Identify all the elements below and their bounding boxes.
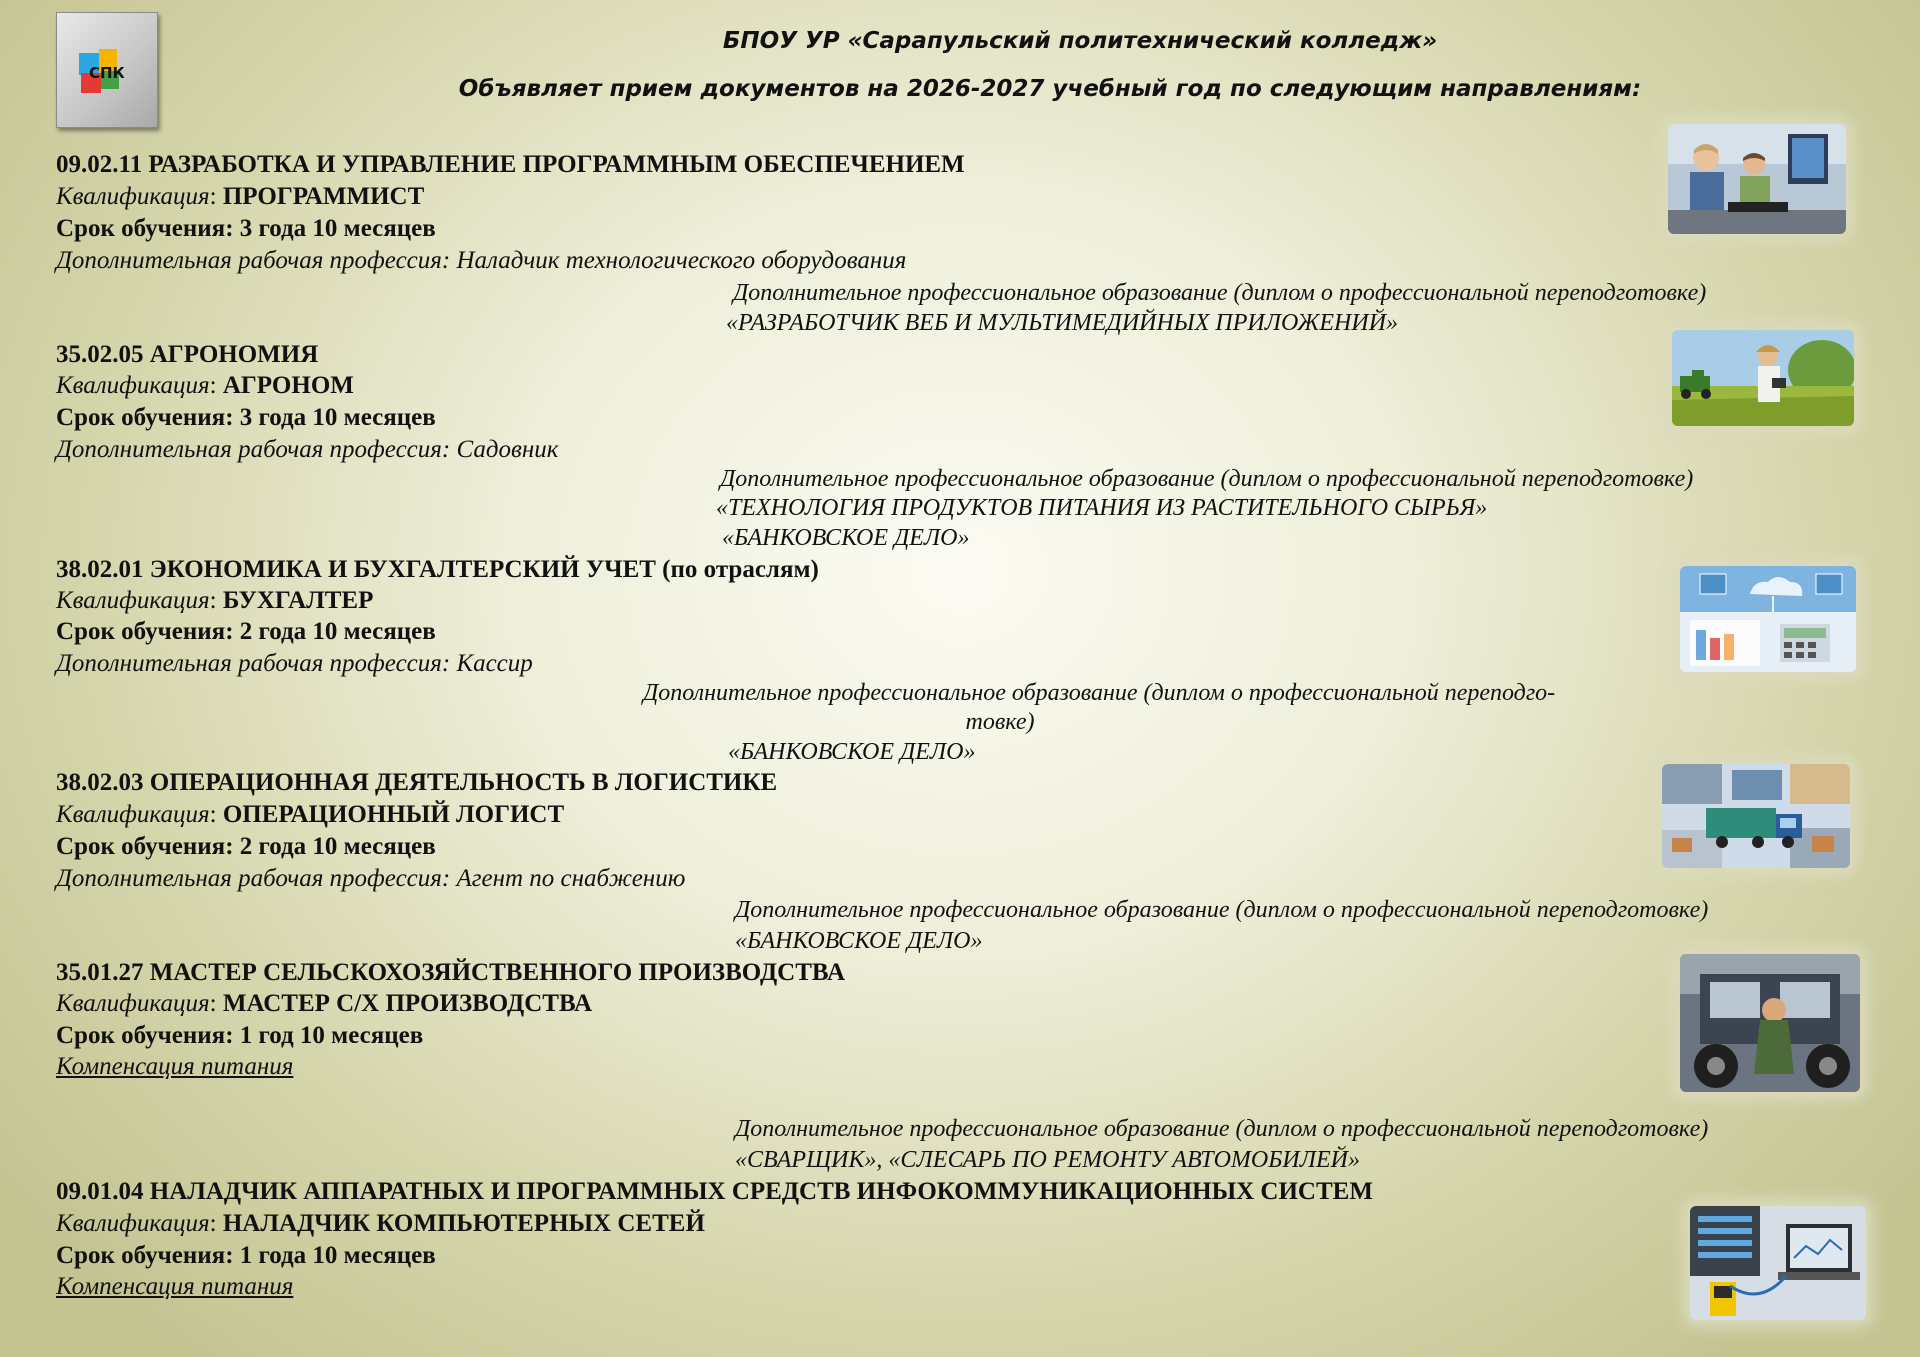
study-term: Срок обучения: 1 год 10 месяцев (56, 1022, 424, 1049)
extra-profession: Дополнительная рабочая профессия: Наладчик технологического оборудования (56, 247, 907, 274)
dpo-item: «РАЗРАБОТЧИК ВЕБ И МУЛЬТИМЕДИЙНЫХ ПРИЛОЖЕНИЙ» (726, 310, 1399, 336)
study-term: Срок обучения: 2 года 10 месяцев (56, 833, 436, 860)
network-equipment-photo (1690, 1206, 1866, 1320)
qualification: Квалификация: АГРОНОМ (56, 372, 354, 399)
program-title: 38.02.03 ОПЕРАЦИОННАЯ ДЕЯТЕЛЬНОСТЬ В ЛОГИСТИКЕ (56, 769, 778, 796)
accounting-documents-photo (1680, 566, 1856, 672)
college-name: БПОУ УР «Сарапульский политехнический колледж» (722, 28, 1438, 54)
qualification: Квалификация: НАЛАДЧИК КОМПЬЮТЕРНЫХ СЕТЕЙ (56, 1210, 705, 1237)
dpo-item: «БАНКОВСКОЕ ДЕЛО» (735, 928, 983, 954)
program-title: 09.02.11 РАЗРАБОТКА И УПРАВЛЕНИЕ ПРОГРАММНЫМ ОБЕСПЕЧЕНИЕМ (56, 151, 965, 178)
study-term: Срок обучения: 3 года 10 месяцев (56, 404, 436, 431)
dpo-item: «СВАРЩИК», «СЛЕСАРЬ ПО РЕМОНТУ АВТОМОБИЛЕЙ» (735, 1147, 1360, 1173)
extra-profession: Дополнительная рабочая профессия: Агент по снабжению (56, 865, 686, 892)
program-title: 35.01.27 МАСТЕР СЕЛЬСКОХОЗЯЙСТВЕННОГО ПРОИЗВОДСТВА (56, 959, 846, 986)
dpo-item: «ТЕХНОЛОГИЯ ПРОДУКТОВ ПИТАНИЯ ИЗ РАСТИТЕЛЬНОГО СЫРЬЯ» (716, 495, 1488, 521)
agronomist-field-photo (1672, 330, 1854, 426)
dpo-label: Дополнительное профессиональное образование (диплом о профессиональной переподго- (643, 680, 1556, 706)
extra-profession: Дополнительная рабочая профессия: Садовник (56, 436, 559, 463)
study-term: Срок обучения: 1 года 10 месяцев (56, 1242, 436, 1269)
announcement: Объявляет прием документов на 2026-2027 учебный год по следующим направлениям: (458, 76, 1642, 102)
college-logo (56, 12, 158, 128)
qualification: Квалификация: ПРОГРАММИСТ (56, 183, 425, 210)
dpo-item: «БАНКОВСКОЕ ДЕЛО» (728, 739, 976, 765)
meal-compensation-link[interactable]: Компенсация питания (56, 1053, 294, 1080)
program-title: 09.01.04 НАЛАДЧИК АППАРАТНЫХ И ПРОГРАММНЫХ СРЕДСТВ ИНФОКОММУНИКАЦИОННЫХ СИСТЕМ (56, 1178, 1373, 1205)
students-at-computers-photo (1668, 124, 1846, 234)
tractor-mechanic-photo (1680, 954, 1860, 1092)
qualification: Квалификация: МАСТЕР С/Х ПРОИЗВОДСТВА (56, 990, 593, 1017)
dpo-item: «БАНКОВСКОЕ ДЕЛО» (722, 525, 970, 551)
logo-text: СПК (89, 64, 125, 82)
qualification: Квалификация: ОПЕРАЦИОННЫЙ ЛОГИСТ (56, 801, 565, 828)
program-title: 35.02.05 АГРОНОМИЯ (56, 341, 319, 368)
qualification: Квалификация: БУХГАЛТЕР (56, 587, 374, 614)
dpo-label: Дополнительное профессиональное образование (диплом о профессиональной переподготовке) (720, 466, 1694, 492)
dpo-label: Дополнительное профессиональное образование (диплом о профессиональной переподготовке) (735, 897, 1709, 923)
meal-compensation-link[interactable]: Компенсация питания (56, 1273, 294, 1300)
dpo-label-continued: товке) (965, 709, 1035, 735)
dpo-label: Дополнительное профессиональное образование (диплом о профессиональной переподготовке) (735, 1116, 1709, 1142)
extra-profession: Дополнительная рабочая профессия: Кассир (56, 650, 533, 677)
study-term: Срок обучения: 2 года 10 месяцев (56, 618, 436, 645)
program-title: 38.02.01 ЭКОНОМИКА И БУХГАЛТЕРСКИЙ УЧЕТ (по отраслям) (56, 556, 819, 583)
dpo-label: Дополнительное профессиональное образование (диплом о профессиональной переподготовке) (733, 280, 1707, 306)
study-term: Срок обучения: 3 года 10 месяцев (56, 215, 436, 242)
logistics-truck-collage-photo (1662, 764, 1850, 868)
